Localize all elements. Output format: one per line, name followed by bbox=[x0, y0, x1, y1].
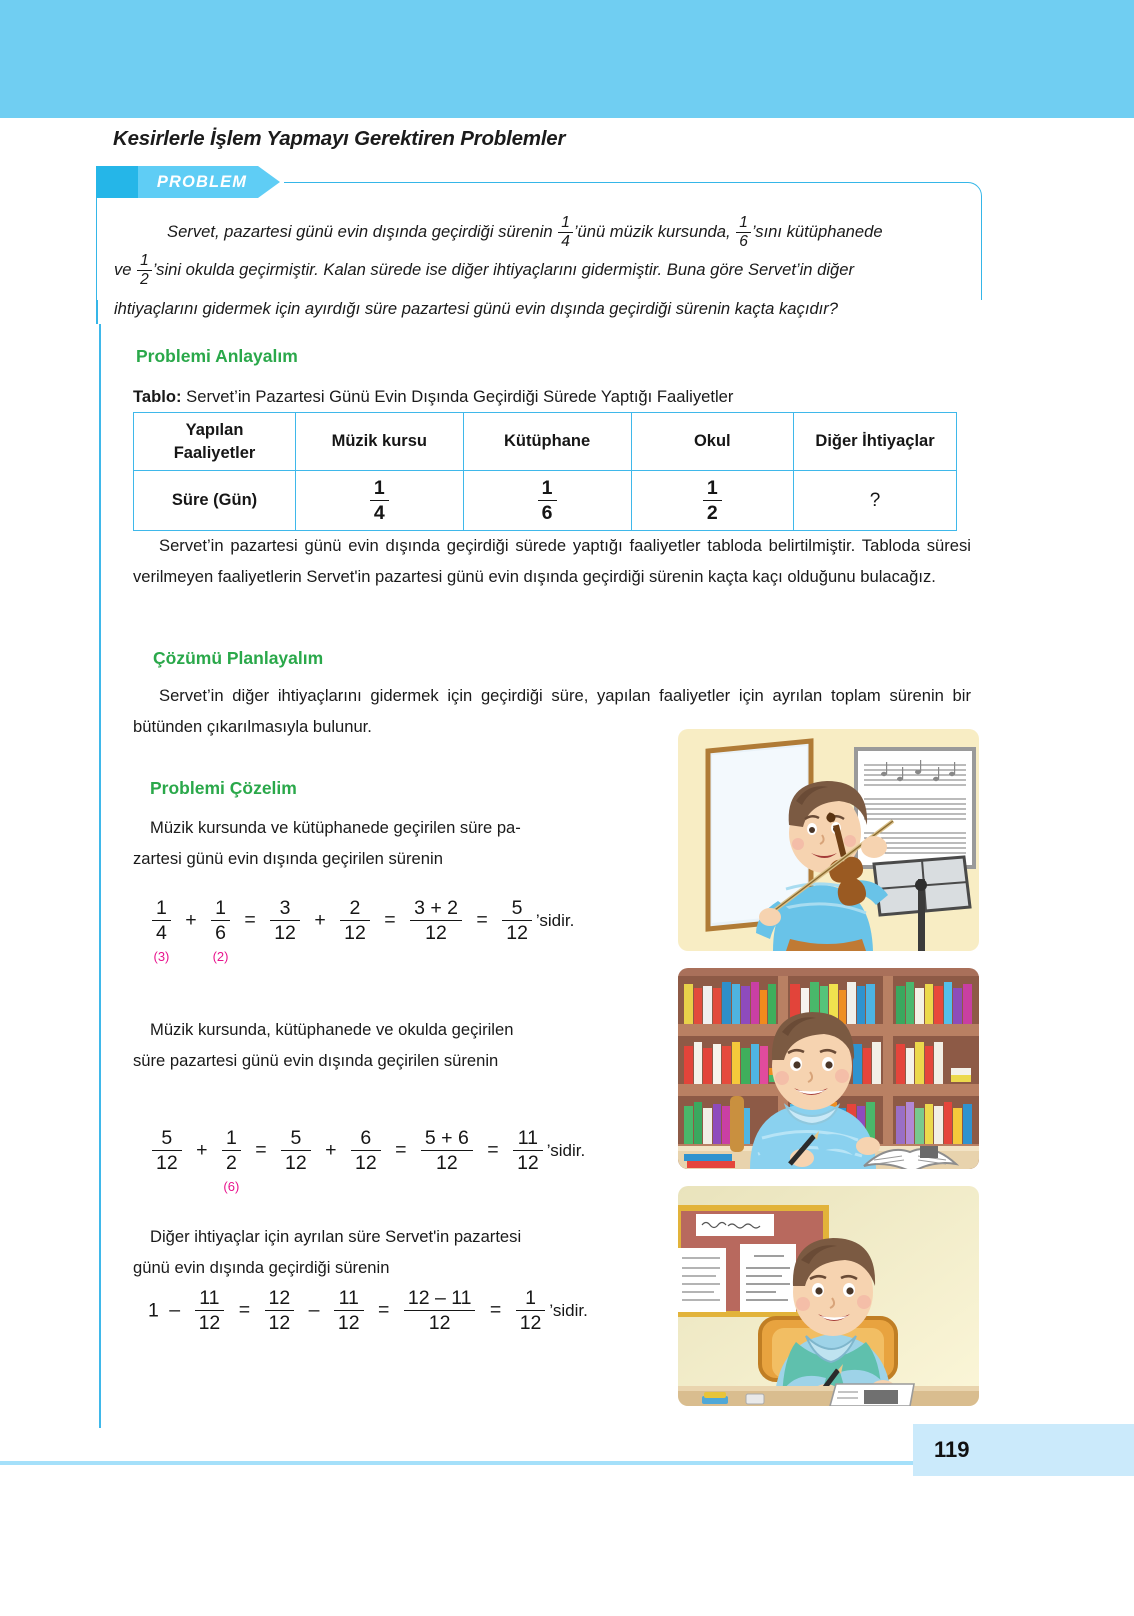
eq2-term-1 bbox=[152, 1128, 182, 1174]
table-header-row bbox=[134, 413, 957, 471]
fraction-one-quarter bbox=[558, 215, 573, 250]
eq1-operator-4: = bbox=[384, 909, 396, 932]
fraction-denominator: 12 bbox=[344, 922, 366, 945]
fraction-numerator: 2 bbox=[349, 897, 361, 919]
eq2-operator-3: + bbox=[325, 1139, 337, 1162]
table-caption-label: Tablo: bbox=[133, 387, 182, 406]
fraction-bar bbox=[516, 1310, 546, 1311]
eq2-term-4 bbox=[351, 1128, 381, 1174]
fraction-denominator: 12 bbox=[198, 1312, 221, 1335]
fraction-denominator: 12 bbox=[354, 1152, 377, 1175]
fraction-denominator: 12 bbox=[337, 1312, 360, 1335]
fraction-numerator: 1 bbox=[156, 897, 167, 919]
heading-problemi-anlayalim: Problemi Anlayalım bbox=[136, 346, 298, 366]
fraction-bar bbox=[410, 920, 462, 921]
fraction-denominator: 12 bbox=[425, 922, 447, 945]
eq3-operator-4: = bbox=[378, 1299, 390, 1322]
eq2-operator-2: = bbox=[255, 1139, 267, 1162]
eq3-tail: ’sidir. bbox=[549, 1300, 588, 1320]
fraction-bar bbox=[351, 1150, 381, 1151]
fraction-bar bbox=[370, 500, 389, 501]
table-cell-school-value bbox=[631, 471, 793, 531]
illustration-boy-reading-in-library bbox=[678, 968, 979, 1169]
fraction-bar bbox=[270, 920, 300, 921]
fraction-numerator: 3 bbox=[279, 897, 291, 919]
fraction-numerator: 1 bbox=[739, 214, 748, 232]
fraction-one-sixth bbox=[736, 215, 751, 250]
fraction-denominator: 12 bbox=[285, 1152, 307, 1175]
eq1-operator-3: + bbox=[314, 909, 326, 932]
eq2-term-5 bbox=[421, 1128, 473, 1174]
page-number: 119 bbox=[934, 1437, 970, 1462]
eq1-operator-5: = bbox=[476, 909, 488, 932]
eq2-operator-4: = bbox=[395, 1139, 407, 1162]
solve-paragraph-3-line-2: günü evin dışında geçirdiği sürenin bbox=[133, 1258, 390, 1277]
eq1-tail: ’sidir. bbox=[535, 910, 575, 930]
eq1-term-6 bbox=[502, 898, 532, 944]
problem-statement-line-2 bbox=[114, 253, 972, 288]
fraction-denominator: 6 bbox=[739, 233, 748, 251]
fraction-bar bbox=[152, 920, 171, 921]
fraction-denominator: 4 bbox=[156, 922, 167, 945]
fraction-denominator: 12 bbox=[519, 1312, 542, 1335]
fraction-denominator: 12 bbox=[517, 1152, 539, 1175]
fraction-bar bbox=[703, 500, 722, 501]
table-cell-music-value bbox=[296, 471, 464, 531]
solve-paragraph-2-line-2: süre pazartesi günü evin dışında geçirilen sürenin bbox=[133, 1051, 499, 1070]
problem-text-d: ve bbox=[114, 260, 132, 279]
fraction-numerator: 11 bbox=[517, 1127, 539, 1149]
fraction-one-half bbox=[137, 253, 152, 288]
fraction-numerator: 1 bbox=[140, 252, 149, 270]
fraction-bar bbox=[152, 1150, 182, 1151]
equation-3 bbox=[148, 1288, 588, 1334]
fraction-bar bbox=[222, 1150, 241, 1151]
eq2-tail: ’sidir. bbox=[546, 1140, 586, 1160]
problem-tag-label: PROBLEM bbox=[156, 173, 248, 191]
table-header-line-2: Faaliyetler bbox=[173, 443, 256, 462]
solve-paragraph-1-line-2: zartesi günü evin dışında geçirilen sürenin bbox=[133, 849, 443, 868]
fraction-one-half bbox=[703, 478, 722, 524]
eq3-operator-3: – bbox=[308, 1299, 320, 1322]
heading-cozumu-planlayalim: Çözümü Planlayalım bbox=[153, 648, 324, 668]
illustration-boy-studying-at-desk bbox=[678, 1186, 979, 1406]
fraction-bar bbox=[502, 920, 532, 921]
fraction-denominator: 12 bbox=[156, 1152, 178, 1175]
activities-table bbox=[133, 412, 957, 531]
fraction-bar bbox=[281, 1150, 311, 1151]
problem-text-e: ’sini okulda geçirmiştir. Kalan sürede ise diğer ihtiyaçlarını gidermiştir. Buna göre Servet’in diğer bbox=[152, 260, 855, 279]
eq2-term-3 bbox=[281, 1128, 311, 1174]
fraction-bar bbox=[265, 1310, 295, 1311]
problem-statement-line-1 bbox=[139, 215, 972, 250]
fraction-numerator: 1 bbox=[373, 476, 385, 499]
eq3-leading-one: 1 bbox=[148, 1299, 159, 1322]
problem-text-b: ’ünü müzik kursunda, bbox=[573, 222, 731, 241]
plan-paragraph: Servet’in diğer ihtiyaçlarını gidermek için geçirdiği süre, yapılan faaliyetler için ayrılan toplam sürenin bir bütünden çıkarılmasıyla bulunur. bbox=[133, 686, 971, 736]
equation-1 bbox=[148, 897, 575, 965]
fraction-numerator: 1 bbox=[525, 1287, 536, 1309]
fraction-one-sixth bbox=[538, 478, 557, 524]
fraction-bar bbox=[334, 1310, 364, 1311]
fraction-numerator: 1 bbox=[706, 476, 718, 499]
eq3-term-2 bbox=[195, 1288, 225, 1334]
fraction-numerator: 12 – 11 bbox=[407, 1287, 472, 1309]
eq1-operator-1: + bbox=[185, 909, 197, 932]
fraction-bar bbox=[538, 500, 557, 501]
problem-statement-line-3: ihtiyaçlarını gidermek için ayırdığı süre pazartesi günü evin dışında geçirdiği sürenin kaçta kaçıdır? bbox=[114, 299, 839, 318]
fraction-denominator: 12 bbox=[506, 922, 528, 945]
solve-paragraph-1-line-1: Müzik kursunda ve kütüphanede geçirilen süre pa- bbox=[150, 818, 521, 837]
fraction-numerator: 5 bbox=[511, 897, 523, 919]
left-vertical-rule bbox=[99, 324, 101, 1428]
fraction-numerator: 5 bbox=[290, 1127, 302, 1149]
eq1-multiplier-1: (3) bbox=[153, 949, 170, 965]
eq3-term-5 bbox=[404, 1288, 476, 1334]
eq1-operator-2: = bbox=[244, 909, 256, 932]
eq3-term-3 bbox=[265, 1288, 295, 1334]
fraction-numerator: 12 bbox=[268, 1287, 291, 1309]
eq2-term-2 bbox=[222, 1127, 241, 1195]
problem-box-left-edge bbox=[96, 300, 98, 324]
fraction-denominator: 2 bbox=[140, 271, 149, 289]
fraction-bar bbox=[195, 1310, 225, 1311]
illustration-boy-playing-violin bbox=[678, 729, 979, 951]
eq1-term-2 bbox=[211, 897, 230, 965]
table-header-line-1: Yapılan bbox=[185, 420, 244, 439]
table-header-cell-library: Kütüphane bbox=[463, 413, 631, 471]
table-cell-other-value: ? bbox=[794, 471, 957, 531]
fraction-denominator: 6 bbox=[541, 502, 553, 524]
eq1-term-5 bbox=[410, 898, 462, 944]
fraction-numerator: 1 bbox=[541, 476, 553, 499]
fraction-numerator: 6 bbox=[360, 1127, 372, 1149]
understand-paragraph: Servet’in pazartesi günü evin dışında geçirdiği sürede yaptığı faaliyetler tabloda belirtilmiştir. Tabloda süresi verilmeyen faaliyetlerin Servet'in pazartesi günü evin dışında geçirdiği sürenin kaçta kaçı olduğunu bulacağız. bbox=[133, 536, 971, 586]
table-header-cell-music: Müzik kursu bbox=[296, 413, 464, 471]
top-decorative-band bbox=[0, 0, 1134, 118]
fraction-bar bbox=[340, 920, 370, 921]
fraction-denominator: 6 bbox=[215, 922, 226, 945]
table-caption-text: Servet’in Pazartesi Günü Evin Dışında Geçirdiği Sürede Yaptığı Faaliyetler bbox=[186, 387, 734, 406]
fraction-bar bbox=[513, 1150, 543, 1151]
fraction-denominator: 12 bbox=[436, 1152, 458, 1175]
fraction-denominator: 2 bbox=[706, 502, 718, 524]
eq1-term-4 bbox=[340, 898, 370, 944]
fraction-numerator: 5 + 6 bbox=[424, 1127, 469, 1149]
page-title: Kesirlerle İşlem Yapmayı Gerektiren Problemler bbox=[113, 127, 566, 150]
fraction-numerator: 11 bbox=[199, 1287, 220, 1309]
eq2-operator-1: + bbox=[196, 1139, 208, 1162]
table-header-cell-other: Diğer İhtiyaçlar bbox=[794, 413, 957, 471]
table-caption bbox=[133, 381, 973, 412]
fraction-denominator: 12 bbox=[428, 1312, 451, 1335]
eq1-term-3 bbox=[270, 898, 300, 944]
eq2-operator-5: = bbox=[487, 1139, 499, 1162]
fraction-numerator: 1 bbox=[561, 214, 570, 232]
fraction-denominator: 4 bbox=[373, 502, 385, 524]
problem-tag-dark-block bbox=[96, 166, 138, 198]
heading-problemi-cozelim: Problemi Çözelim bbox=[150, 778, 297, 798]
eq2-term-6 bbox=[513, 1128, 543, 1174]
fraction-numerator: 3 + 2 bbox=[414, 897, 458, 919]
fraction-denominator: 2 bbox=[225, 1152, 237, 1175]
table-header-cell-activities bbox=[134, 413, 296, 471]
eq2-multiplier-1: (6) bbox=[223, 1179, 240, 1195]
eq3-term-4 bbox=[334, 1288, 364, 1334]
problem-text-a: Servet, pazartesi günü evin dışında geçirdiği sürenin bbox=[167, 222, 553, 241]
fraction-bar bbox=[421, 1150, 473, 1151]
fraction-denominator: 4 bbox=[561, 233, 570, 251]
table-cell-library-value bbox=[463, 471, 631, 531]
eq3-term-6 bbox=[516, 1288, 546, 1334]
solve-paragraph-2-line-1: Müzik kursunda, kütüphanede ve okulda geçirilen bbox=[150, 1020, 514, 1039]
fraction-numerator: 5 bbox=[161, 1127, 173, 1149]
eq3-operator-1: – bbox=[169, 1299, 181, 1322]
eq1-term-1 bbox=[152, 897, 171, 965]
eq3-operator-5: = bbox=[489, 1299, 502, 1322]
fraction-numerator: 11 bbox=[338, 1287, 359, 1309]
table-header-cell-school: Okul bbox=[631, 413, 793, 471]
fraction-numerator: 1 bbox=[225, 1127, 237, 1149]
equation-2 bbox=[148, 1127, 586, 1195]
problem-text-c: ’sını kütüphanede bbox=[751, 222, 883, 241]
fraction-numerator: 1 bbox=[215, 897, 226, 919]
fraction-one-quarter bbox=[370, 478, 389, 524]
fraction-bar bbox=[404, 1310, 476, 1311]
eq3-operator-2: = bbox=[238, 1299, 251, 1322]
fraction-denominator: 12 bbox=[274, 922, 296, 945]
table-row-label-duration: Süre (Gün) bbox=[134, 471, 296, 531]
problem-tag bbox=[96, 166, 280, 198]
table-data-row bbox=[134, 471, 957, 531]
fraction-bar bbox=[211, 920, 230, 921]
eq1-multiplier-2: (2) bbox=[212, 949, 229, 965]
fraction-denominator: 12 bbox=[268, 1312, 291, 1335]
solve-paragraph-3-line-1: Diğer ihtiyaçlar için ayrılan süre Servet'in pazartesi bbox=[150, 1227, 522, 1246]
